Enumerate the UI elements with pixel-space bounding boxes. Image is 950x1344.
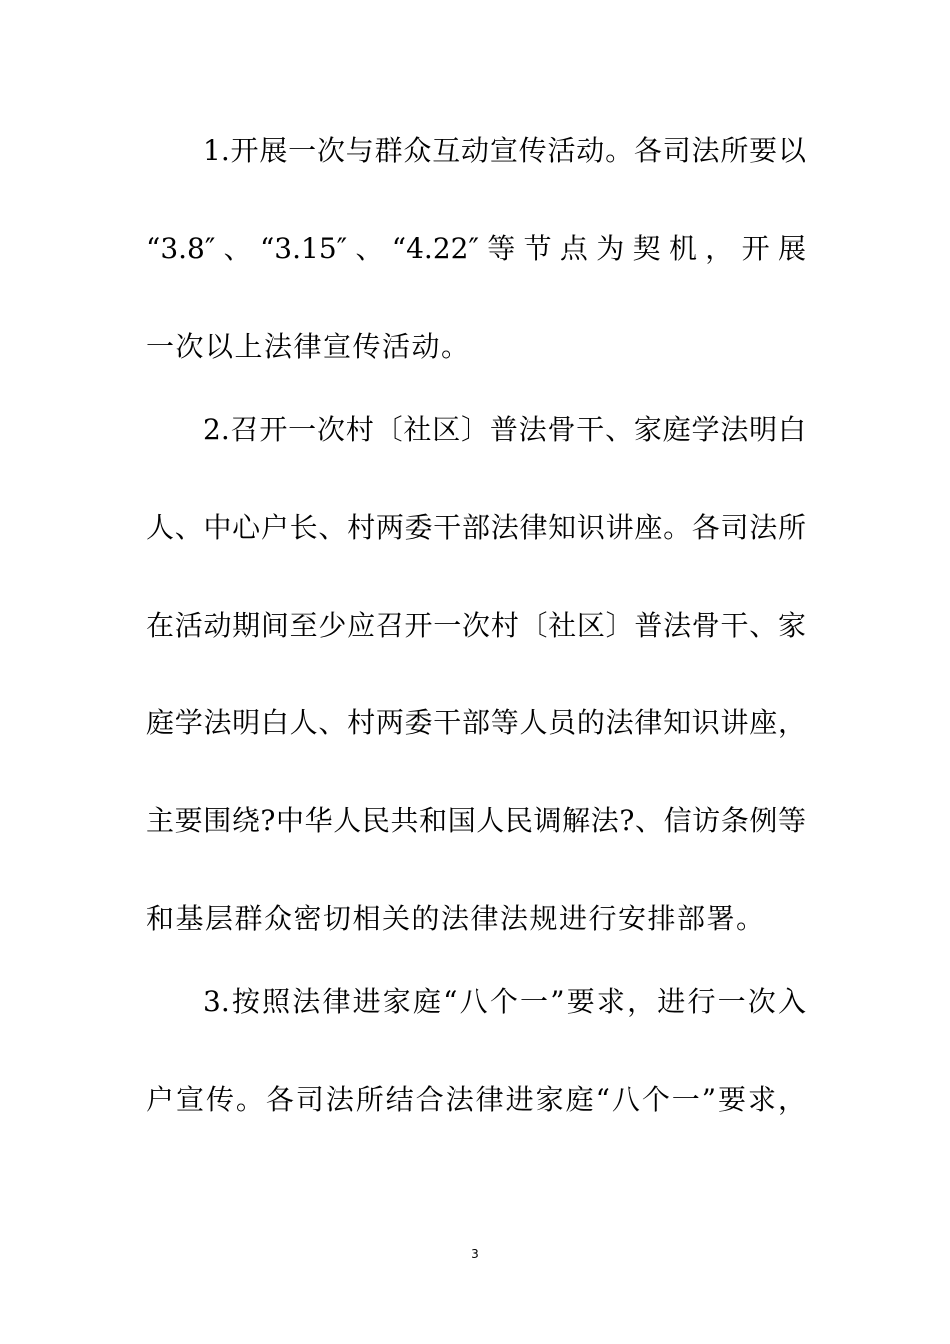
paragraph-1-line-1: 1.开展一次与群众互动宣传活动。各司法所要以 (203, 134, 806, 167)
paragraph-2-line-4: 庭学法明白人、村两委干部等人员的法律知识讲座， (146, 706, 806, 739)
paragraph-3-line-2: 户宣传。各司法所结合法律进家庭“八个一”要求， (146, 1083, 806, 1116)
paragraph-1-line-2: “3.8″、“3.15″、“4.22″等节点为契机，开展 (146, 232, 806, 265)
paragraph-2-line-2: 人、中心户长、村两委干部法律知识讲座。各司法所 (146, 511, 806, 544)
paragraph-2-line-5: 主要围绕?中华人民共和国人民调解法?、信访条例等 (146, 804, 806, 837)
paragraph-1-line-3: 一次以上法律宣传活动。 (146, 330, 471, 363)
page-number: 3 (471, 1247, 479, 1261)
paragraph-3-line-1: 3.按照法律进家庭“八个一”要求，进行一次入 (203, 985, 806, 1018)
paragraph-2-line-1: 2.召开一次村〔社区〕普法骨干、家庭学法明白 (203, 413, 806, 446)
paragraph-2-line-6: 和基层群众密切相关的法律法规进行安排部署。 (146, 902, 766, 935)
paragraph-2-line-3: 在活动期间至少应召开一次村〔社区〕普法骨干、家 (146, 609, 806, 642)
